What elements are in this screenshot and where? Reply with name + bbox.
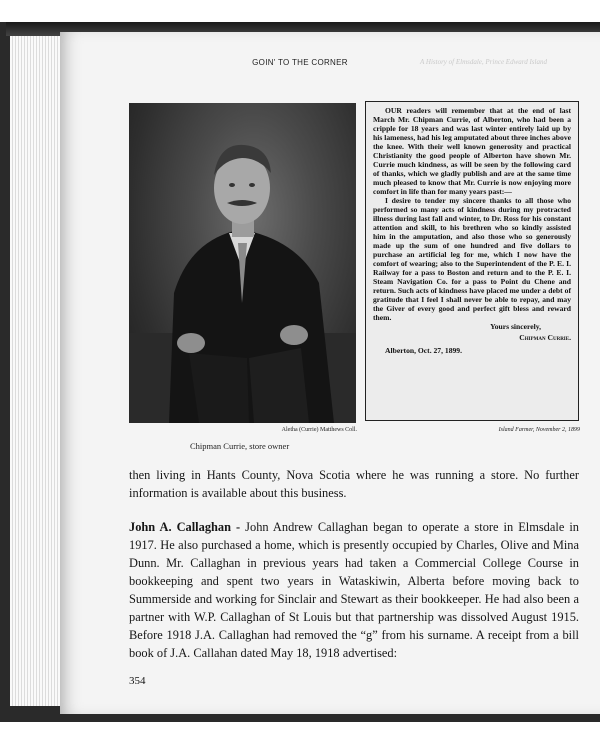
clipping-paragraph: OUR readers will remember that at the end of last March Mr. Chipman Currie, of Alberton, who had been a cripple for 18 years and was last winter entirely laid up by his lameness, had his leg amputated about three inches above the knee. With their well known generosity and practical Christianity the good people of Alberton have shown Mr. Currie much kindness, as will be seen by the following card of thanks, which we gladly publish and are at the same time much pleased to know that Mr. Currie is now enjoying more comfort in life than for many years past:—: [373, 106, 571, 196]
body-paragraph: [129, 518, 579, 662]
clipping-signature: Chipman Currie.: [519, 333, 571, 342]
clipping-place-date: Alberton, Oct. 27, 1899.: [385, 346, 462, 355]
running-head: GOIN' TO THE CORNER: [252, 58, 348, 67]
page-number: 354: [129, 675, 146, 687]
clipping-closing: Yours sincerely,: [490, 322, 541, 331]
body-paragraph: [129, 466, 579, 502]
bleed-through-header: A History of Elmsdale, Prince Edward Island: [420, 58, 547, 66]
body-paragraph-text: John Andrew Callaghan began to operate a store in Elmsdale in 1917. He also purchased a home, which is presently occupied by Charles, Olive and Mina Dunn. Mr. Callaghan in previous years had taken a Commercial College Course in bookkeeping and spent two years in Wataskiwin, Alberta before moving back to Summerside and working for Sinclair and Stewart as their bookkeeper. He had also been a partner with W.P. Callaghan of St Louis but that partnership was dissolved August 1915. Before 1918 J.A. Callaghan had removed the “g” from his surname. A receipt from a bill book of J.A. Callahan dated May 18, 1918 advertised:: [129, 520, 579, 660]
newspaper-clipping: [365, 101, 579, 421]
portrait-photo: [129, 103, 356, 423]
clipping-credit: Island Farmer, November 2, 1899: [498, 427, 580, 433]
photo-caption: Chipman Currie, store owner: [190, 441, 290, 451]
photo-credit: Aletha (Currie) Matthews Coll.: [281, 427, 357, 433]
entry-heading: John A. Callaghan -: [129, 520, 241, 534]
portrait-illustration: [129, 103, 356, 423]
body-paragraph-text: then living in Hants County, Nova Scotia where he was running a store. No further information is available about this business.: [129, 468, 579, 500]
clipping-paragraph: I desire to tender my sincere thanks to all those who performed so many acts of kindness during my protracted illness during last fall and winter, to Dr. Ross for his constant attention and skill, to his brethren who so kindly assisted him in the amputation, and also those who so generously made up the sum of one hundred and five dollars to purchase an artificial leg for me, which I now have the comfort of wearing; also to the Superintendent of the P. E. I. Railway for a pass to Boston and return and to the P. E. I. Steam Navigation Co. for a pass to Point du Chene and return. Such acts of kindness have placed me under a debt of gratitude that I feel I shall never be able to repay, and may the Giver of every good and perfect gift bless and reward them.: [373, 196, 571, 322]
